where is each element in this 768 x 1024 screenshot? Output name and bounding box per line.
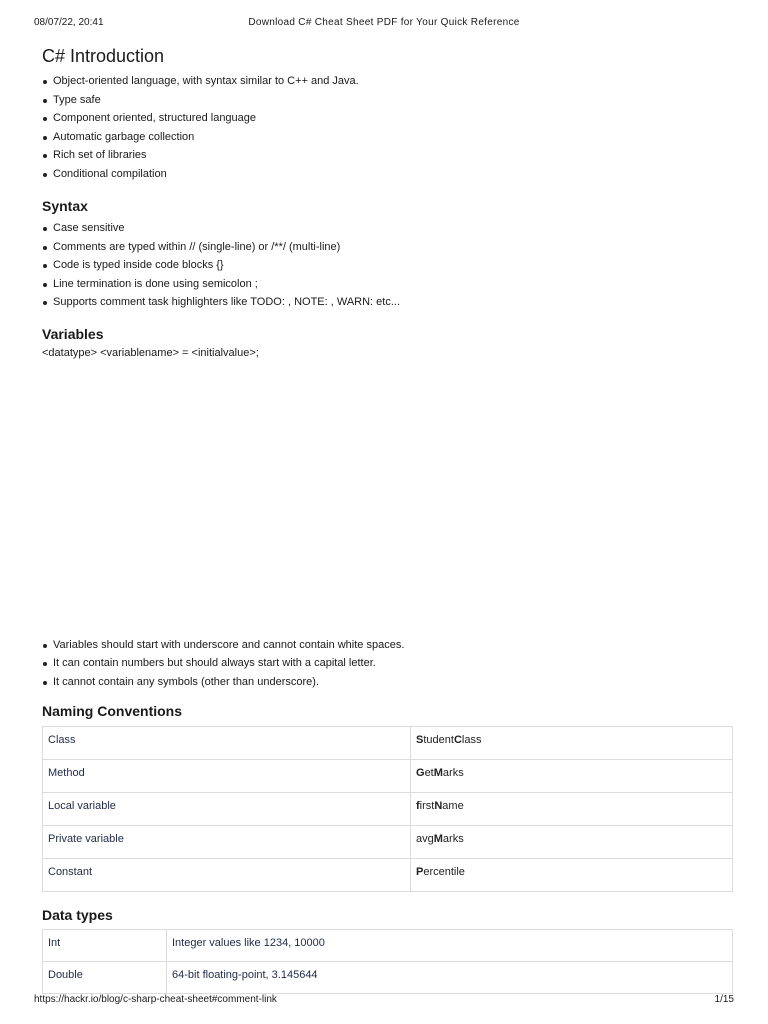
table-row [43,826,733,859]
datatypes-heading: Data types [42,907,113,923]
intro-heading: C# Introduction [42,46,165,66]
list-item: It can contain numbers but should always start with a capital letter. [42,654,734,673]
syntax-heading: Syntax [42,198,88,214]
intro-list [42,72,734,183]
variables-heading: Variables [42,325,104,342]
variables-list [42,636,734,692]
list-item: Rich set of libraries [42,146,734,165]
table-row [43,793,733,826]
list-item: Supports comment task highlighters like TODO: , NOTE: , WARN: etc... [42,293,734,312]
table-row [43,859,733,892]
naming-label: Local variable [43,793,411,826]
naming-label: Constant [43,859,411,892]
naming-example: GetMarks [411,760,733,793]
page-number: 1/15 [714,994,734,1005]
table-row [43,760,733,793]
print-date: 08/07/22, 20:41 [34,17,104,28]
naming-label: Method [43,760,411,793]
table-row [43,727,733,760]
list-item: Case sensitive [42,219,734,238]
datatype-description: 64-bit floating-point, 3.145644 [167,962,733,994]
list-item: It cannot contain any symbols (other than underscore). [42,673,734,692]
list-item: Conditional compilation [42,165,734,184]
variable-syntax: <datatype> <variablename> = <initialvalue>; [42,346,259,359]
naming-example: StudentClass [411,727,733,760]
datatype-name: Double [43,962,167,994]
list-item: Comments are typed within // (single-line) or /**/ (multi-line) [42,238,734,257]
naming-example: firstName [411,793,733,826]
list-item: Type safe [42,91,734,110]
datatype-description: Integer values like 1234, 10000 [167,930,733,962]
datatype-name: Int [43,930,167,962]
blank-area [42,362,734,636]
list-item: Line termination is done using semicolon ; [42,275,734,294]
naming-label: Private variable [43,826,411,859]
list-item: Component oriented, structured language [42,109,734,128]
naming-table [42,726,733,892]
naming-label: Class [43,727,411,760]
list-item: Automatic garbage collection [42,128,734,147]
list-item: Variables should start with underscore and cannot contain white spaces. [42,636,734,655]
document-title: Download C# Cheat Sheet PDF for Your Quick Reference [248,17,520,28]
document-body [42,44,734,994]
list-item: Code is typed inside code blocks {} [42,256,734,275]
naming-heading: Naming Conventions [42,703,183,719]
datatypes-table [42,929,733,994]
page-url: https://hackr.io/blog/c-sharp-cheat-sheet#comment-link [34,994,277,1005]
table-row [43,930,733,962]
naming-example: Percentile [411,859,733,892]
page-header [34,17,734,31]
table-row [43,962,733,994]
syntax-list [42,219,734,312]
list-item: Object-oriented language, with syntax similar to C++ and Java. [42,72,734,91]
naming-example: avgMarks [411,826,733,859]
